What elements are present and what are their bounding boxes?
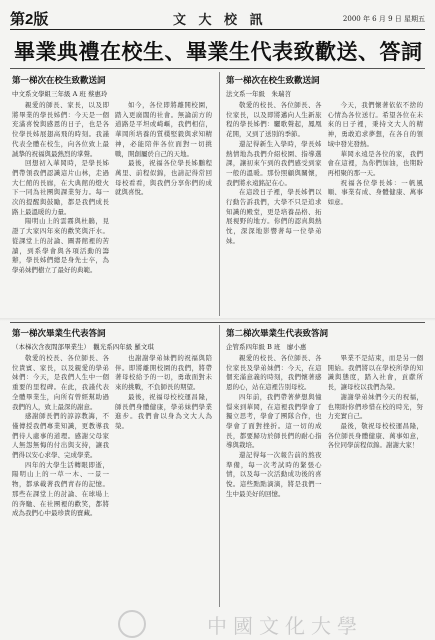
paper-name: 文 大 校 訊 (173, 13, 267, 28)
article-paragraph: 四年的大學生活轉眼即逝，陽明山上的一草一木、一景一物，都承載著我們青春的記憶。那些在課堂上的討論、在球場上的奔馳、在社團裡的歡笑，都將成為我們心中最珍貴的寶藏。 (12, 460, 109, 518)
article-paragraph: 還記得新生入學時，學長姊熱情地為我們介紹校園、指導選課，讓初來乍到的我們感受到家一般的溫暖。那份照顧與關懷，我們將永遠銘記在心。 (226, 139, 322, 187)
article-paragraph: 在這段日子裡，學長姊們以行動告訴我們，大學不只是追求知識的殿堂，更是培養品格、拓展視野的地方。你們的認真與熱忱，深深地影響著每一位學弟妹。 (226, 188, 322, 245)
section-rule (10, 322, 425, 323)
article-byline: 法文系一年級 朱瑞苕 (226, 90, 291, 98)
article-paragraph: 四年前，我們帶著夢想與憧憬來到華岡，在這裡我們學會了獨立思考，學會了團隊合作，也學會了面對挫折。這一切的成長，都要歸功於師長們的耐心指導與栽培。 (226, 392, 322, 450)
article-4 (226, 327, 423, 607)
article-title: 第一梯次畢業生代表答詞 (12, 328, 106, 338)
article-paragraph: 今天，我們懷著依依不捨的心情為各位送行。希望各位在未來的日子裡，秉持文大人的精神，勇敢追求夢想，在各自的領域中發光發熱。 (327, 101, 423, 148)
article-paragraph: 還記得每一次報告前的熬夜準備，每一次考試時的緊張心情，以及每一次活動成功後的喜悅。這些點點滴滴，將是我們一生中最美好的回憶。 (226, 451, 322, 498)
article-3 (12, 327, 212, 607)
article-byline: （本梯次含夜間部畢業生） 觀光系四年級 羅文琪 (12, 343, 154, 351)
article-title: 第一梯次在校生致歡送詞 (226, 75, 320, 85)
article-paragraph: 華岡永遠是各位的家，我們會在這裡，為你們加油，也期盼再相聚的那一天。 (327, 149, 423, 177)
article-paragraph: 畢業不是結束，而是另一個開始。我們將以在學校所學的知識與態度，踏入社會，貢獻所長，讓母校以我們為榮。 (327, 354, 423, 392)
article-byline: 中文系文學組三年級 A 班 蔡惠玲 (12, 90, 108, 98)
article-paragraph: 敬愛的校長、各位師長、各位貴賓、家長，以及親愛的學弟妹們：今天，是我們人生中一個重要的里程碑。在此，我謹代表全體畢業生，向所有曾經幫助過我們的人，致上最深的謝意。 (12, 354, 109, 411)
page-fold (0, 318, 435, 321)
page-headline: 畢業典禮在校生、畢業生代表致歡送、答詞 (14, 41, 423, 64)
article-paragraph: 最後，敬祝母校校運昌隆，各位師長身體健康、萬事如意，各位同學前程似錦。謝謝大家！ (327, 421, 423, 450)
article-paragraph: 親愛的師長、家長，以及即將畢業的學長姊們：今天是一個充滿喜悅與感恩的日子，也是各位學長姊展翅高飛的時刻。我謹代表全體在校生，向各位致上最誠摯的祝福與最熱烈的掌聲。 (12, 101, 109, 158)
article-1 (12, 74, 212, 314)
headline-rule (10, 68, 425, 69)
column-divider (219, 72, 220, 316)
column-divider (219, 325, 220, 607)
article-paragraph: 祝福各位學長姊：一帆風順、事業有成、身體健康、萬事如意。 (327, 178, 423, 207)
article-paragraph: 最後，祝福母校校運昌隆，師長們身體健康，學弟妹們學業進步。我們會以身為文大人為榮。 (115, 392, 212, 430)
article-paragraph: 最後，祝福各位學長姊鵬程萬里、前程似錦，也請記得常回母校看看，與我們分享你們的成就與喜悅。 (115, 159, 212, 197)
article-paragraph: 感謝師長們的諄諄教誨，不僅傳授我們專業知識，更教導我們待人處事的道理。感謝父母家人無怨無悔的付出與支持，讓我們得以安心求學、完成學業。 (12, 412, 109, 460)
article-byline: 企管系四年級 B 班 廖小惠 (226, 343, 307, 351)
article-paragraph: 謝謝學弟妹們今天的祝福，也期盼你們珍惜在校的時光，努力充實自己。 (327, 392, 423, 421)
article-paragraph: 回想初入華岡時，是學長姊們帶領我們認識這片山林，走過大仁館的長廊，在大典館的燈火下一同為社團與課業努力。每一次的提醒與鼓勵，都是我們成長路上最溫暖的力量。 (12, 159, 109, 216)
university-watermark: 中國文化大學 (207, 614, 363, 638)
article-title: 第二梯次畢業生代表致答詞 (226, 328, 329, 338)
masthead (10, 8, 425, 28)
article-paragraph: 也謝謝學弟妹們的祝福與陪伴。即將離開校園的我們，將帶著母校給予的一切，勇敢面對未來的挑戰，不負師長的期望。 (115, 354, 212, 392)
masthead-rule (10, 29, 425, 30)
article-title: 第一梯次在校生致歡送詞 (12, 75, 106, 85)
issue-date: 2000 年 6 月 9 日 星期五 (342, 15, 425, 23)
article-2 (226, 74, 423, 314)
edition-label: 第2版 (10, 11, 49, 28)
university-seal-watermark (118, 610, 146, 638)
article-paragraph: 陽明山上的雲霧與杜鵑，見證了大家四年來的歡笑與汗水。從課堂上的討論、圖書館裡的苦讀，到系學會與各項活動的籌辦，學長姊們總是身先士卒，為學弟妹們樹立了最好的典範。 (12, 217, 109, 274)
article-paragraph: 敬愛的校長、各位師長、各位家長，以及即將邁向人生新旅程的學長姊們：驪歌聲起，鳳凰花開，又到了送別的季節。 (226, 101, 322, 139)
article-paragraph: 親愛的校長、各位師長、各位家長及學弟妹們：今天，在這個充滿意義的時刻，我們懷著感恩的心，站在這裡告別母校。 (226, 354, 322, 392)
article-paragraph: 如今，各位即將離開校園，踏入更廣闊的社會。無論前方的道路是平坦或崎嶇，我們相信，華岡所培養的質樸堅毅與求知精神，必能陪伴各位面對一切挑戰，開創屬於自己的天地。 (115, 101, 212, 158)
